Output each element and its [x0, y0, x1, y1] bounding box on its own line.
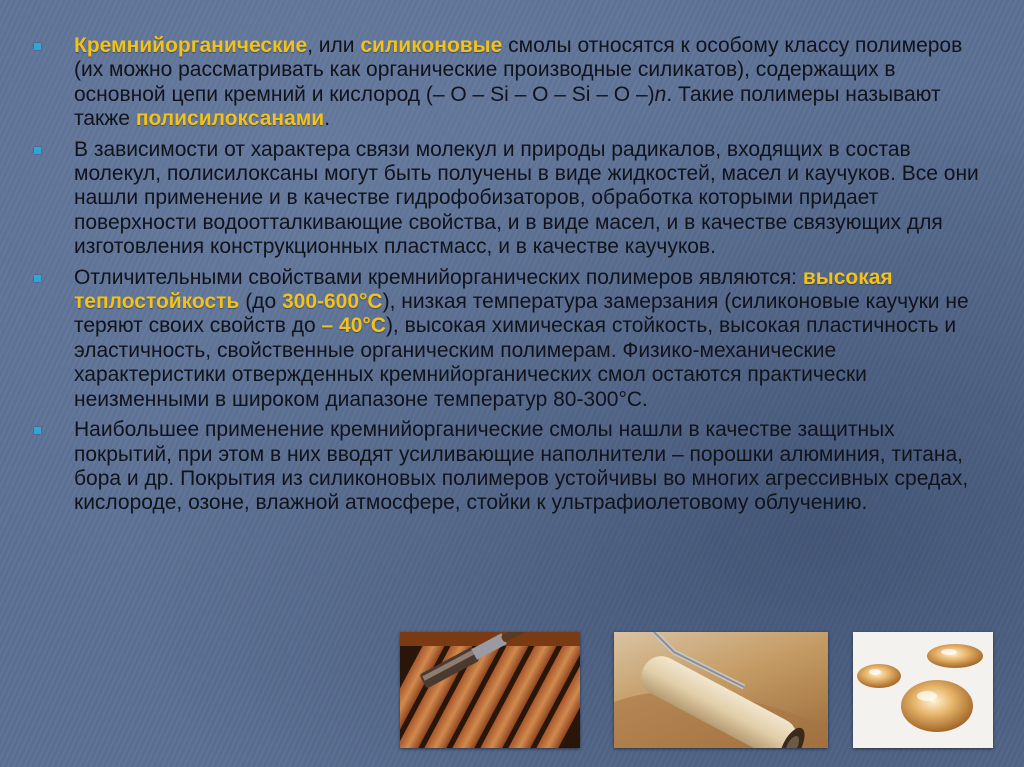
highlighted-term: – 40°С	[321, 314, 386, 338]
highlighted-term: силиконовые	[360, 34, 503, 57]
bullet-item	[28, 266, 988, 412]
bullet-list	[28, 34, 988, 522]
bullet-text: (до	[239, 290, 282, 314]
bullet-square-icon	[34, 427, 41, 434]
water-droplets-photo	[853, 632, 993, 748]
highlighted-term: высокая теплостойкость	[74, 265, 893, 314]
bullet-square-icon	[34, 275, 41, 282]
bullet-text: ), низкая температура замерзания (силиконовые каучуки не теряют своих свойств до	[74, 290, 969, 338]
bullet-item	[28, 418, 988, 516]
paint-roller-photo	[614, 632, 828, 748]
bullet-text: .	[324, 107, 331, 131]
bullet-text: Наибольшее применение кремнийорганические смолы нашли в качестве защитных покрытий, при этом в них вводят усиливающие наполнители – порошки алюминия, титана, бора и др. Покрытия из силиконовых полимеров устойчивы во многих агрессивных средах, кислороде, озоне, влажной атмосфере, стойки к ультрафиолетовому облучению.	[74, 418, 969, 515]
bullet-square-icon	[34, 147, 41, 154]
bullet-text: смолы относятся к особому классу полимеров (их можно рассматривать как органические производные силикатов), содержащих в основной цепи кремний и кислород (– O – Si – O – Si – O –)	[74, 34, 963, 106]
bullet-text: , или	[307, 34, 361, 57]
bullet-text: ), высокая химическая стойкость, высокая пластичность и эластичность, свойственные органическим полимерам. Физико-механические характеристики отвержденных кремнийорганических смол остаются практически неизменными в широком диапазоне температур 80-300°С.	[74, 314, 957, 411]
bullet-text: Отличительными свойствами кремнийорганических полимеров являются:	[74, 265, 803, 289]
highlighted-term: 300-600°С	[281, 290, 383, 314]
bullet-text: n	[654, 82, 667, 106]
wood-deck-brush-photo	[400, 632, 580, 748]
bullet-item	[28, 138, 988, 260]
bullet-square-icon	[34, 43, 41, 50]
highlighted-term: Кремнийорганические	[74, 34, 308, 57]
bullet-item	[28, 34, 988, 132]
bullet-text: . Такие полимеры называют также	[74, 82, 941, 131]
bullet-text: В зависимости от характера связи молекул и природы радикалов, входящих в состав молекул, полисилоксаны могут быть получены в виде жидкостей, масел и каучуков. Все они нашли применение и в качестве гидрофобизаторов, обработка которыми придает поверхности водоотталкивающие свойства, и в виде масел, и в качестве связующих для изготовления конструкционных пластмасс, и в качестве каучуков.	[74, 137, 979, 259]
highlighted-term: полисилоксанами	[135, 107, 325, 131]
